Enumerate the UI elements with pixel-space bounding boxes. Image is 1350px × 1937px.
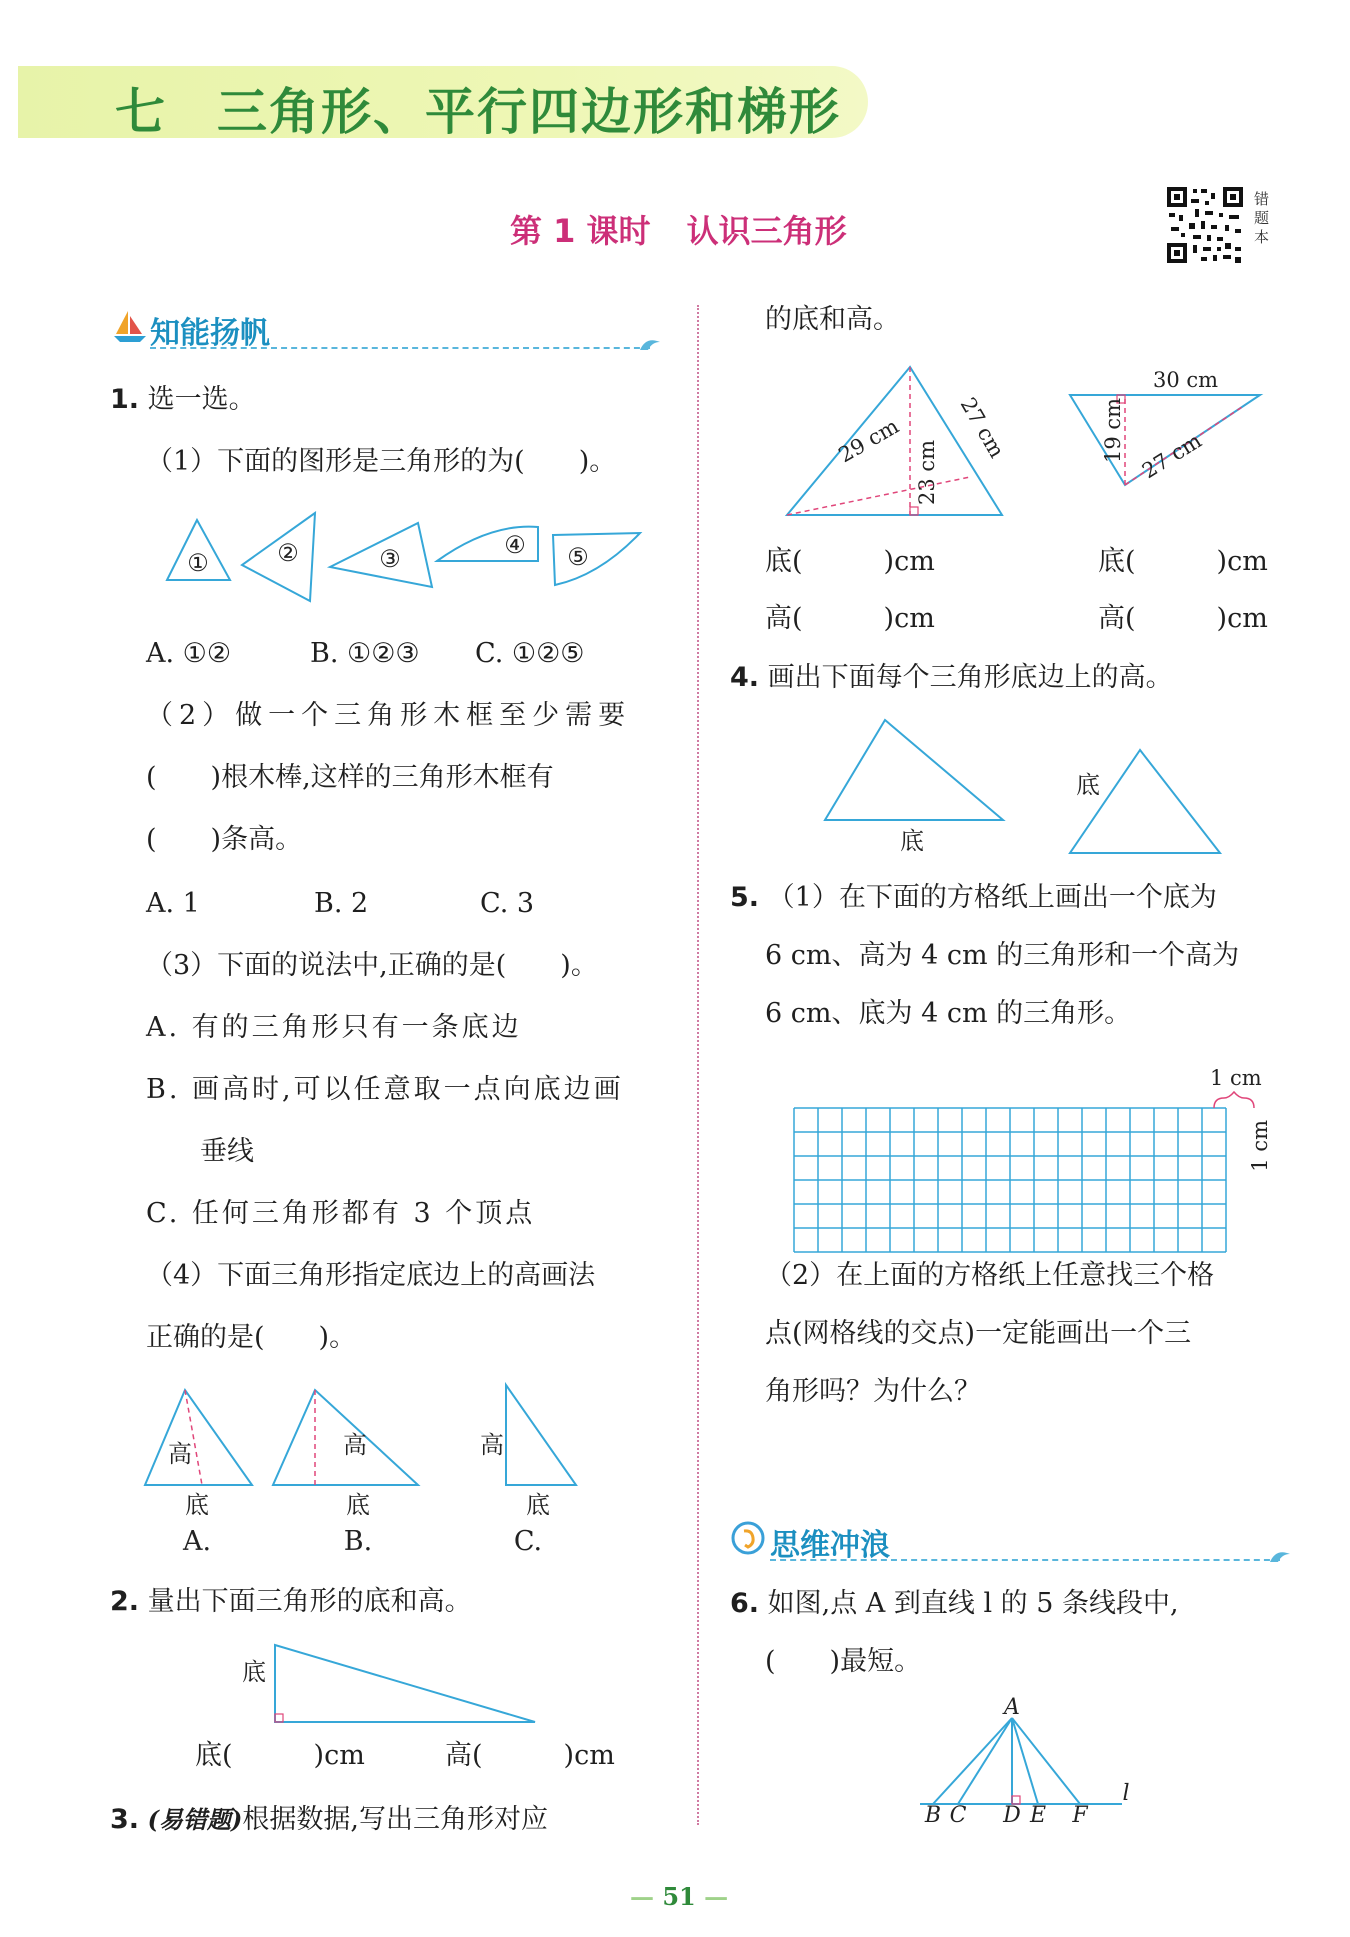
q3-tri2-answer-base: 底( )cm: [1098, 546, 1268, 577]
q1-p2-line3: ( )条高。: [146, 824, 303, 855]
q1-p4-option-c: C.: [513, 1526, 543, 1557]
q6-line1: 如图,点 A 到直线 l 的 5 条线段中,: [767, 1588, 1179, 1619]
q5-number: 5.: [730, 882, 760, 913]
q3-tri1-answer-base: 底( )cm: [765, 546, 935, 577]
q1-p2-option-c: C. 3: [480, 888, 535, 919]
q1-p3-option-b: B. 画高时,可以任意取一点向底边画: [146, 1074, 624, 1105]
shape-2-label: ②: [277, 539, 299, 567]
q2-stem: 量出下面三角形的底和高。: [147, 1586, 472, 1617]
q1-p4-b-height-label: 高: [343, 1431, 367, 1459]
shape-5-curved: [553, 533, 640, 585]
q3-stem: 根据数据,写出三角形对应: [242, 1804, 548, 1835]
shape-3-label: ③: [379, 545, 401, 573]
q6-point-c: C: [949, 1803, 967, 1828]
section-title-zhineng: 知能扬帆: [150, 316, 270, 351]
q6-point-f: F: [1072, 1803, 1088, 1828]
q4-number: 4.: [730, 662, 760, 693]
q1-p4-line2: 正确的是( )。: [146, 1322, 357, 1353]
q4-stem: 画出下面每个三角形底边上的高。: [767, 662, 1173, 693]
q4-tri1-base-label: 底: [900, 827, 924, 855]
section-underline: [150, 347, 650, 349]
q1-p4-c-base-label: 底: [526, 1491, 550, 1519]
q3-tri2-top: 30 cm: [1153, 368, 1219, 392]
q5-p2-line3: 角形吗？为什么？: [765, 1376, 981, 1407]
lightbulb-icon: [730, 1520, 766, 1556]
q1-p4-option-b: B.: [343, 1526, 373, 1557]
q3-stem-cont: 的底和高。: [765, 304, 900, 335]
q6-number: 6.: [730, 1588, 760, 1619]
q2-answer-base: 底( )cm: [195, 1740, 365, 1771]
qr-label: [1254, 190, 1274, 247]
q5-unit-x-label: 1 cm: [1210, 1066, 1262, 1090]
q5-p1-line1: （1）在下面的方格纸上画出一个底为: [767, 882, 1217, 913]
q1-p3-stem: （3）下面的说法中,正确的是( )。: [146, 950, 598, 981]
shape-4-label: ④: [504, 531, 526, 559]
q1-p3-option-c: C. 任何三角形都有 3 个顶点: [146, 1198, 536, 1229]
wave-icon: [1268, 1544, 1292, 1564]
qr-label-char: 题: [1254, 209, 1270, 227]
q6-point-b: B: [924, 1803, 942, 1828]
q1-p2-option-b: B. 2: [314, 888, 369, 919]
chapter-number: 七: [115, 82, 167, 141]
q3-number: 3.: [110, 1804, 140, 1835]
q3-tag: (易错题): [147, 1805, 243, 1834]
q1-stem: 选一选。: [147, 384, 256, 415]
q3-tri1-side2: 27 cm: [955, 393, 1009, 462]
q1-p4-line1: （4）下面三角形指定底边上的高画法: [146, 1260, 596, 1291]
q1-p1-option-b: B. ①②③: [310, 638, 420, 669]
q6-point-a: A: [1004, 1695, 1020, 1720]
q2-answer-height: 高( )cm: [445, 1740, 615, 1771]
sailboat-icon: [112, 308, 148, 344]
q5-grid-figure: [780, 1050, 1272, 1240]
q3-tri2-answer-height: 高( )cm: [1098, 603, 1268, 634]
q1-p3-option-b-cont: 垂线: [200, 1136, 254, 1167]
qr-label-char: 错: [1254, 190, 1270, 208]
q1-p1-option-a: A. ①②: [146, 638, 232, 669]
q3-tri1-answer-height: 高( )cm: [765, 603, 935, 634]
shape-5-label: ⑤: [567, 543, 589, 571]
q1-p4-c-height-label: 高: [480, 1431, 504, 1459]
q1-p4-a-height-label: 高: [168, 1440, 192, 1468]
section-title-siwei: 思维冲浪: [770, 1528, 890, 1563]
chapter-title: [115, 72, 841, 144]
q3-figure: [770, 355, 1320, 525]
q1-shapes-figure: [160, 505, 660, 605]
q6-line2: ( )最短。: [765, 1646, 922, 1677]
q2-base-label: 底: [242, 1658, 266, 1686]
q2-number: 2.: [110, 1586, 140, 1617]
q6-line-l: l: [1122, 1781, 1130, 1806]
q4-tri2-base-label: 底: [1076, 771, 1100, 799]
q1-p3-option-a: A. 有的三角形只有一条底边: [146, 1012, 522, 1043]
q3-tri1-height: 23 cm: [915, 439, 939, 505]
q6-point-d: D: [1003, 1803, 1021, 1828]
q5-unit-y-label: 1 cm: [1248, 1120, 1272, 1172]
q6-figure: [900, 1695, 1140, 1828]
q1-number: 1.: [110, 384, 140, 415]
q6-point-e: E: [1029, 1803, 1047, 1828]
q1-p2-line1: （2）做一个三角形木框至少需要: [146, 700, 632, 731]
q1-p1-option-c: C. ①②⑤: [475, 638, 585, 669]
lesson-name: 认识三角形: [686, 212, 847, 250]
q4-figure: [820, 715, 1240, 860]
q5-p2-line1: （2）在上面的方格纸上任意找三个格: [765, 1260, 1215, 1291]
q3-tri2-height: 19 cm: [1101, 397, 1125, 463]
wave-icon: [638, 332, 662, 352]
q1-p4-option-a: A.: [182, 1526, 212, 1557]
lesson-label: 第 1 课时: [510, 212, 651, 250]
q5-p2-line2: 点(网格线的交点)一定能画出一个三: [765, 1318, 1192, 1349]
page-number-value: 51: [662, 1882, 696, 1911]
page-number: — 51 —: [630, 1882, 729, 1911]
chapter-name: 三角形、平行四边形和梯形: [217, 82, 841, 141]
q1-p4-b-base-label: 底: [346, 1491, 370, 1519]
column-divider: [697, 305, 699, 1825]
q1-p2-option-a: A. 1: [146, 888, 200, 919]
q1-p1-stem: （1）下面的图形是三角形的为( )。: [146, 446, 617, 477]
q1-p2-line2: ( )根木棒,这样的三角形木框有: [146, 762, 554, 793]
q3-tri1-side1: 29 cm: [834, 414, 903, 468]
q1-p4-a-base-label: 底: [185, 1491, 209, 1519]
qr-label-char: 本: [1254, 228, 1270, 246]
shape-1-label: ①: [187, 549, 209, 577]
lesson-title: [510, 206, 847, 252]
q5-p1-line2: 6 cm、高为 4 cm 的三角形和一个高为: [765, 940, 1240, 971]
q2-figure: [230, 1640, 550, 1730]
qr-code-icon[interactable]: [1165, 185, 1245, 265]
q1-p4-figure: [140, 1385, 590, 1560]
section-underline: [770, 1559, 1280, 1561]
q3-tri2-side: 27 cm: [1137, 428, 1206, 484]
q5-p1-line3: 6 cm、底为 4 cm 的三角形。: [765, 998, 1132, 1029]
